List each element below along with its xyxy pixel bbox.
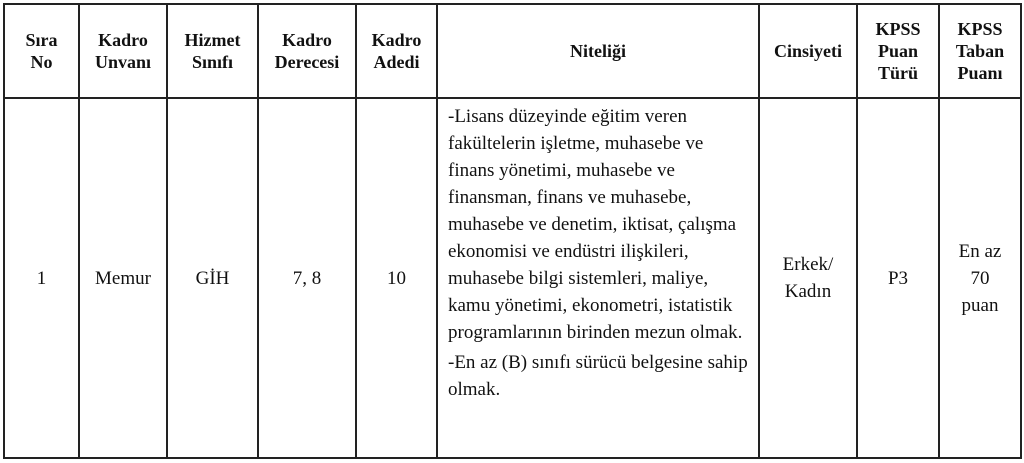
cell-kadro-unvani: Memur — [79, 98, 167, 458]
cell-cinsiyeti: Erkek/ Kadın — [759, 98, 857, 458]
header-cinsiyeti: Cinsiyeti — [759, 4, 857, 98]
header-niteligi: Niteliği — [437, 4, 759, 98]
cell-kpss-puan-turu: P3 — [857, 98, 939, 458]
niteligi-requirement-license: -En az (B) sınıfı sürücü belgesine sahip olmak. — [448, 352, 748, 400]
header-kadro-derecesi: Kadro Derecesi — [258, 4, 356, 98]
cell-hizmet-sinifi: GİH — [167, 98, 258, 458]
cell-kadro-adedi: 10 — [356, 98, 437, 458]
table-row — [4, 98, 1021, 458]
cell-kpss-taban-puani: En az 70 puan — [939, 98, 1021, 458]
kadro-table — [3, 3, 1022, 459]
cell-sira-no: 1 — [4, 98, 79, 458]
header-hizmet-sinifi: Hizmet Sınıfı — [167, 4, 258, 98]
header-kpss-taban-puani: KPSS Taban Puanı — [939, 4, 1021, 98]
header-kadro-unvani: Kadro Unvanı — [79, 4, 167, 98]
niteligi-requirement-education: -Lisans düzeyinde eğitim veren fakültelerin işletme, muhasebe ve finans yönetimi, muhasebe ve finansman, finans ve muhasebe, muhasebe ve denetim, iktisat, çalışma ekonomisi ve endüstri ilişkileri, muhasebe bilgi sistemleri, maliye, kamu yönetimi, ekonometri, istatistik programlarının birinden mezun olmak. — [448, 106, 743, 343]
cell-kadro-derecesi: 7, 8 — [258, 98, 356, 458]
header-kadro-adedi: Kadro Adedi — [356, 4, 437, 98]
header-sira-no: Sıra No — [4, 4, 79, 98]
cell-niteligi — [437, 98, 759, 458]
header-row — [4, 4, 1021, 98]
header-kpss-puan-turu: KPSS Puan Türü — [857, 4, 939, 98]
